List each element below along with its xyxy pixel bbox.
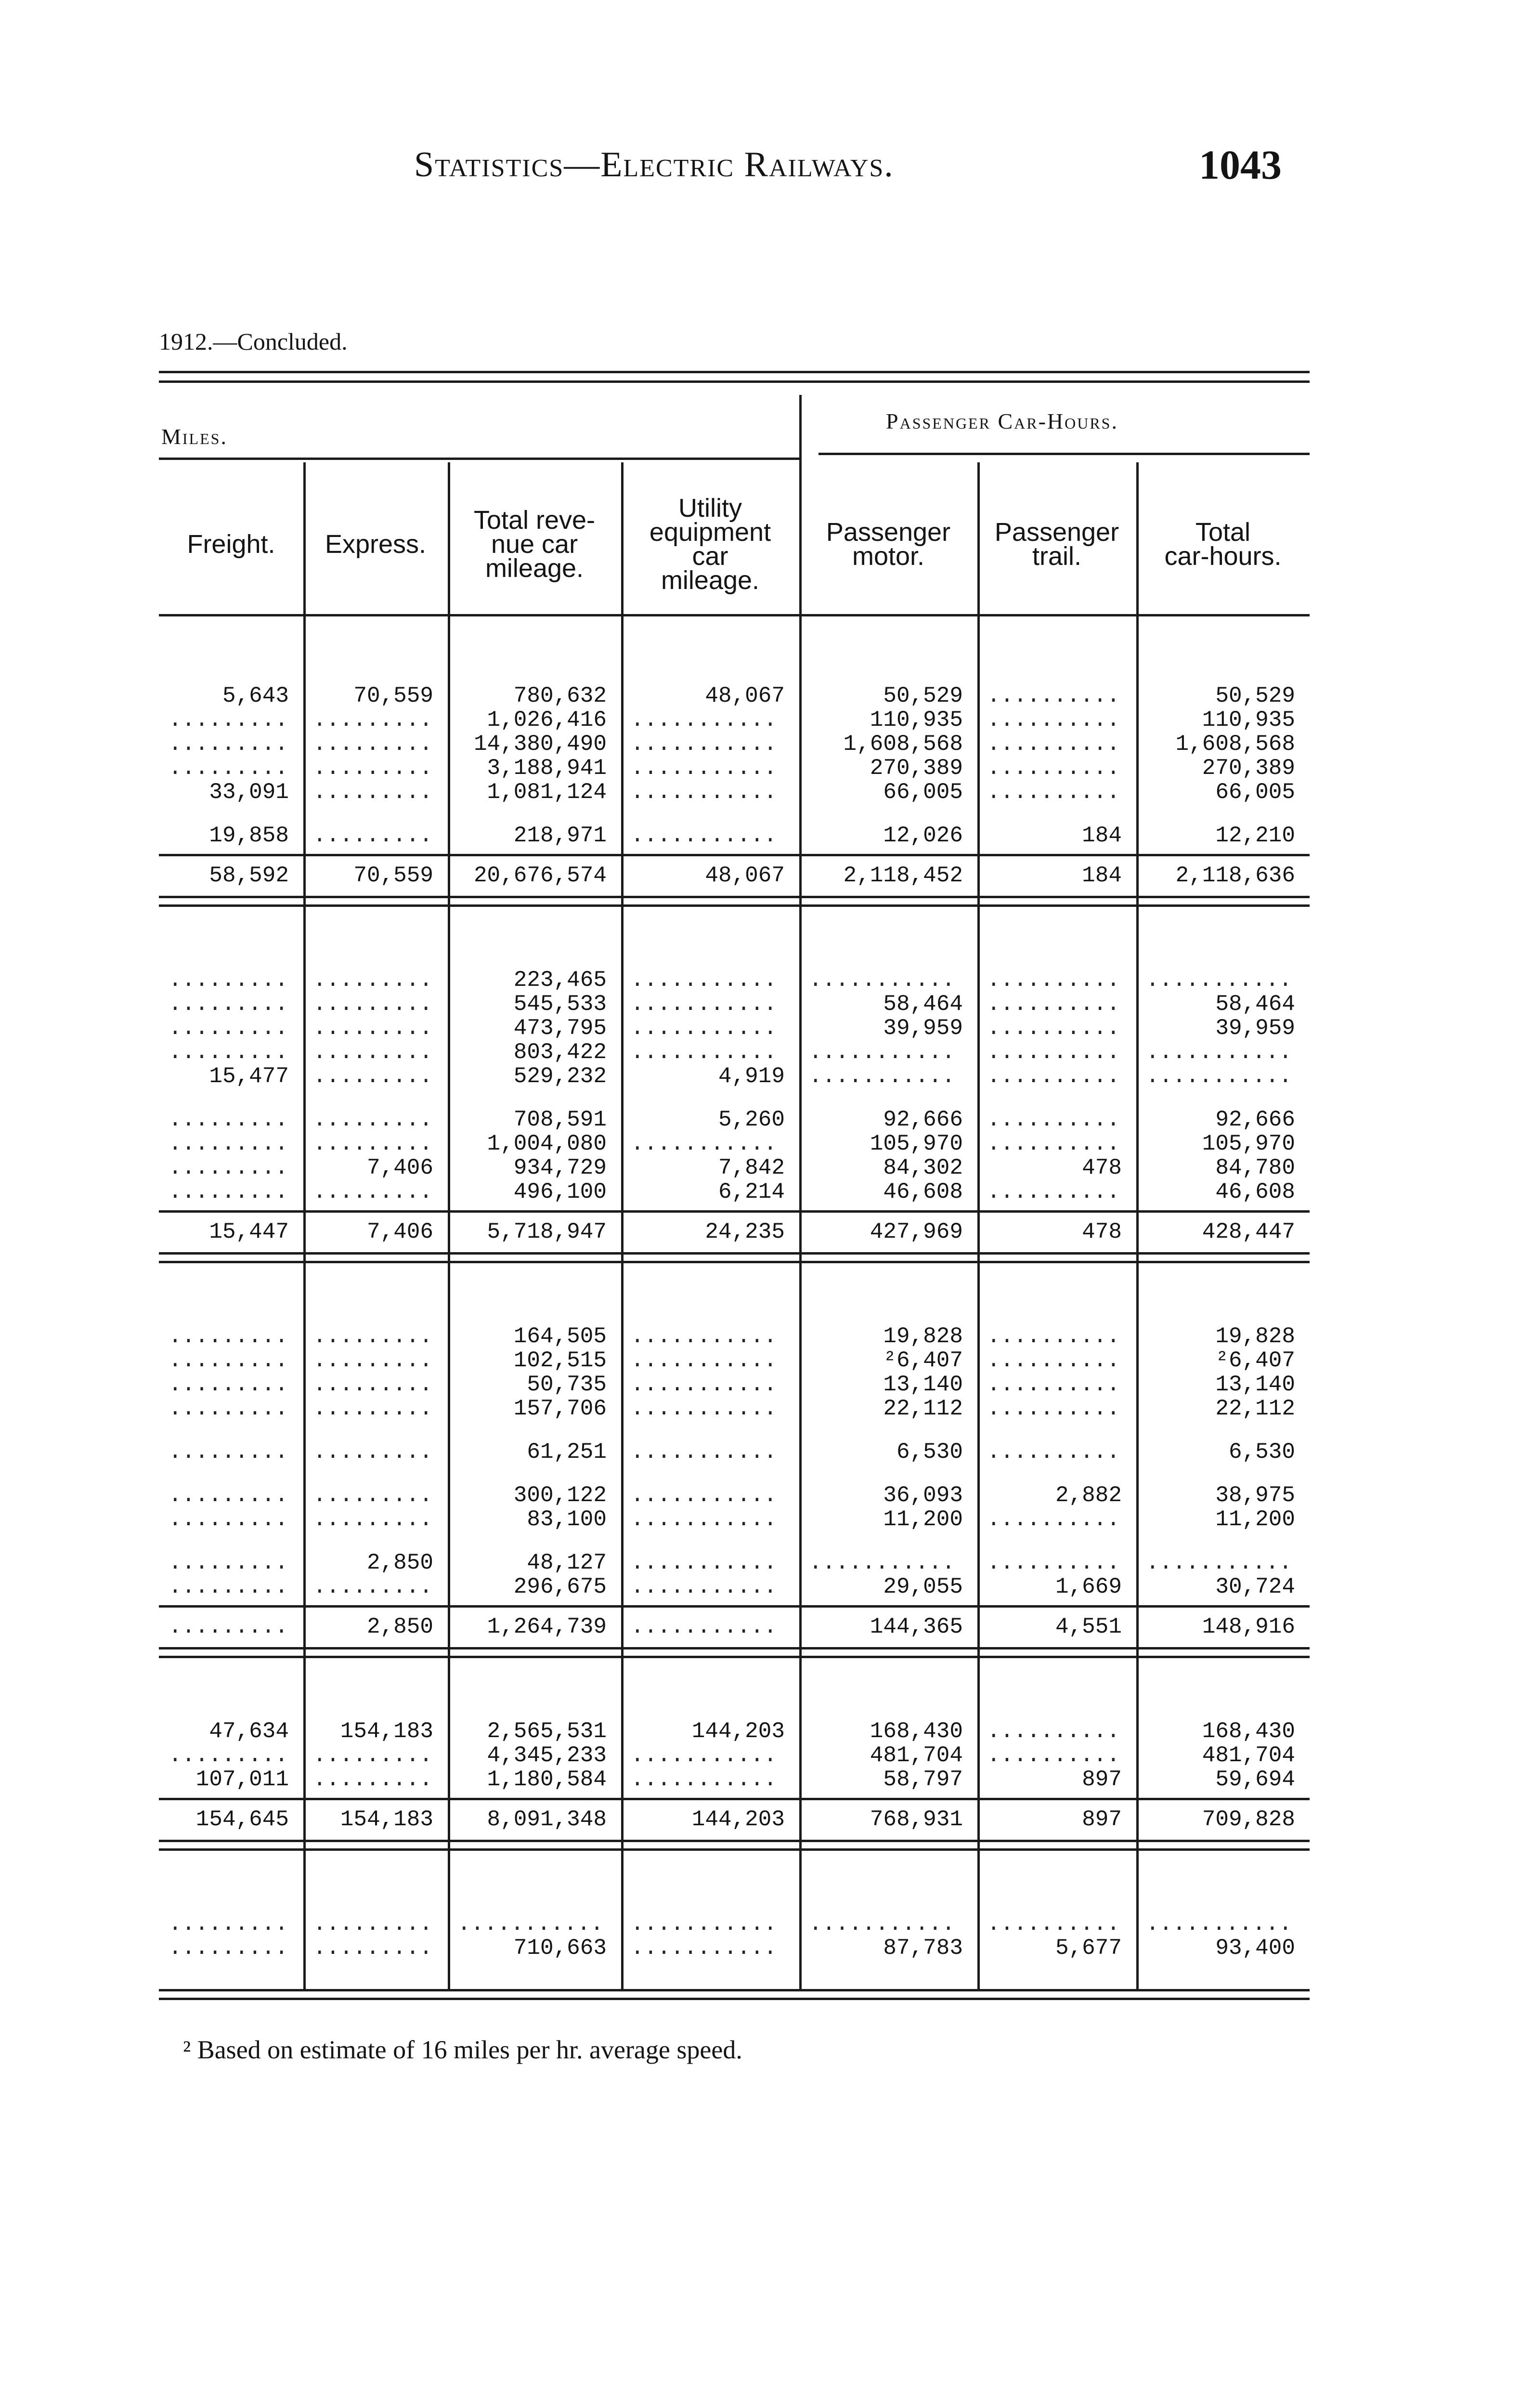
leader-dots: .......... xyxy=(987,1324,1120,1349)
leader-dots: ......... xyxy=(169,992,288,1017)
passenger-motor-total: 768,931 xyxy=(870,1807,963,1832)
total-car-hours-value: 270,389 xyxy=(1202,756,1295,781)
utility-mileage-value: 4,919 xyxy=(718,1064,785,1089)
total-revenue-mileage-value: 473,795 xyxy=(513,1016,607,1041)
leader-dots: ......... xyxy=(169,1155,288,1180)
passenger-trail-value: 1,669 xyxy=(1055,1574,1122,1599)
passenger-motor-value: 87,783 xyxy=(883,1936,963,1961)
leader-dots: ......... xyxy=(169,1040,288,1065)
leader-dots: ......... xyxy=(169,1179,288,1204)
leader-dots: ........... xyxy=(1146,1550,1292,1575)
leader-dots: .......... xyxy=(987,1372,1120,1397)
leader-dots: .......... xyxy=(987,968,1120,993)
column-divider xyxy=(977,462,980,1989)
group-underline xyxy=(159,458,799,460)
leader-dots: .......... xyxy=(987,780,1120,805)
total-car-hours-value: 30,724 xyxy=(1215,1574,1295,1599)
total-car-hours-value: 481,704 xyxy=(1202,1743,1295,1768)
passenger-motor-value: 19,828 xyxy=(883,1324,963,1349)
total-revenue-mileage-total: 20,676,574 xyxy=(473,863,607,888)
group-divider xyxy=(799,395,802,462)
utility-mileage-value: 144,203 xyxy=(691,1719,785,1744)
leader-dots: ......... xyxy=(313,1396,433,1421)
passenger-motor-value: 46,608 xyxy=(883,1179,963,1204)
total-revenue-mileage-total: 8,091,348 xyxy=(487,1807,607,1832)
leader-dots: .......... xyxy=(987,1396,1120,1421)
leader-dots: .......... xyxy=(987,707,1120,733)
leader-dots: ......... xyxy=(313,707,433,733)
total-revenue-mileage-value: 2,565,531 xyxy=(487,1719,607,1744)
total-car-hours-total: 2,118,636 xyxy=(1175,863,1295,888)
leader-dots: ......... xyxy=(169,756,288,781)
column-divider xyxy=(1136,462,1139,1989)
leader-dots: ......... xyxy=(313,1107,433,1132)
leader-dots: ......... xyxy=(313,780,433,805)
express-total: 154,183 xyxy=(340,1807,433,1832)
column-divider xyxy=(799,462,802,1989)
leader-dots: .......... xyxy=(987,992,1120,1017)
top-rule xyxy=(159,371,1310,373)
leader-dots: .......... xyxy=(987,683,1120,708)
passenger-motor-value: 58,797 xyxy=(883,1767,963,1792)
leader-dots: .......... xyxy=(987,1107,1120,1132)
leader-dots: ........... xyxy=(457,1911,604,1937)
freight-value: 5,643 xyxy=(222,683,289,708)
freight-value: 107,011 xyxy=(195,1767,289,1792)
passenger-motor-value: 13,140 xyxy=(883,1372,963,1397)
column-divider xyxy=(303,462,306,1989)
total-revenue-mileage-value: 223,465 xyxy=(513,968,607,993)
total-revenue-mileage-value: 803,422 xyxy=(513,1040,607,1065)
express-value: 70,559 xyxy=(353,683,433,708)
group-title-miles: Miles. xyxy=(161,424,228,449)
leader-dots: ........... xyxy=(631,1507,777,1532)
leader-dots: ........... xyxy=(631,1550,777,1575)
express-total: 2,850 xyxy=(366,1614,433,1639)
leader-dots: ......... xyxy=(169,1507,288,1532)
leader-dots: ......... xyxy=(169,1324,288,1349)
leader-dots: ......... xyxy=(313,1767,433,1792)
leader-dots: ........... xyxy=(809,968,955,993)
total-revenue-mileage-value: 710,663 xyxy=(513,1936,607,1961)
leader-dots: ........... xyxy=(631,1743,777,1768)
leader-dots: .......... xyxy=(987,1719,1120,1744)
leader-dots: ......... xyxy=(313,756,433,781)
utility-mileage-value: 5,260 xyxy=(718,1107,785,1132)
total-car-hours-value: 110,935 xyxy=(1202,707,1295,733)
leader-dots: ......... xyxy=(313,1507,433,1532)
total-revenue-mileage-value: 529,232 xyxy=(513,1064,607,1089)
passenger-motor-value: 50,529 xyxy=(883,683,963,708)
leader-dots: ......... xyxy=(313,992,433,1017)
leader-dots: ........... xyxy=(631,1040,777,1065)
leader-dots: ......... xyxy=(313,1372,433,1397)
leader-dots: ........... xyxy=(631,992,777,1017)
utility-mileage-total: 144,203 xyxy=(691,1807,785,1832)
leader-dots: ......... xyxy=(313,1040,433,1065)
total-car-hours-value: 46,608 xyxy=(1215,1179,1295,1204)
leader-dots: ........... xyxy=(631,823,777,848)
express-value: 7,406 xyxy=(366,1155,433,1180)
express-total: 70,559 xyxy=(353,863,433,888)
total-revenue-mileage-value: 1,081,124 xyxy=(487,780,607,805)
leader-dots: ........... xyxy=(809,1064,955,1089)
passenger-motor-value: 39,959 xyxy=(883,1016,963,1041)
leader-dots: ........... xyxy=(631,1372,777,1397)
total-revenue-mileage-value: 164,505 xyxy=(513,1324,607,1349)
leader-dots: ........... xyxy=(809,1550,955,1575)
group-title-car-hours: Passenger Car-Hours. xyxy=(886,409,1118,433)
passenger-motor-value: 1,608,568 xyxy=(843,732,963,757)
leader-dots: .......... xyxy=(987,1131,1120,1156)
passenger-motor-total: 2,118,452 xyxy=(843,863,963,888)
total-revenue-mileage-value: 50,735 xyxy=(527,1372,607,1397)
leader-dots: .......... xyxy=(987,1507,1120,1532)
total-revenue-mileage-value: 3,188,941 xyxy=(487,756,607,781)
leader-dots: ......... xyxy=(169,1440,288,1465)
leader-dots: .......... xyxy=(987,1743,1120,1768)
leader-dots: ......... xyxy=(313,1911,433,1937)
column-header-total-car-hours: Total car-hours. xyxy=(1164,518,1282,571)
total-car-hours-value: 1,608,568 xyxy=(1175,732,1295,757)
page-number: 1043 xyxy=(1199,142,1282,188)
leader-dots: ........... xyxy=(631,1440,777,1465)
express-total: 7,406 xyxy=(366,1219,433,1244)
passenger-motor-value: 66,005 xyxy=(883,780,963,805)
leader-dots: ........... xyxy=(631,780,777,805)
passenger-trail-total: 184 xyxy=(1082,863,1122,888)
leader-dots: ......... xyxy=(313,1016,433,1041)
total-revenue-mileage-value: 1,180,584 xyxy=(487,1767,607,1792)
freight-value: 15,477 xyxy=(209,1064,289,1089)
passenger-trail-total: 897 xyxy=(1082,1807,1122,1832)
leader-dots: .......... xyxy=(987,1440,1120,1465)
leader-dots: ........... xyxy=(1146,1040,1292,1065)
utility-mileage-value: 48,067 xyxy=(705,683,785,708)
leader-dots: ......... xyxy=(313,1348,433,1373)
running-title: Statistics—Electric Railways. xyxy=(414,145,894,184)
passenger-motor-value: 29,055 xyxy=(883,1574,963,1599)
passenger-motor-value: 270,389 xyxy=(870,756,963,781)
passenger-trail-total: 4,551 xyxy=(1055,1614,1122,1639)
total-car-hours-value: 93,400 xyxy=(1215,1936,1295,1961)
leader-dots: ........... xyxy=(809,1911,955,1937)
column-header-passenger-trail: Passenger trail. xyxy=(994,518,1119,571)
leader-dots: ......... xyxy=(313,1440,433,1465)
footnote: ² Based on estimate of 16 miles per hr. average speed. xyxy=(183,2035,742,2064)
passenger-motor-value: 481,704 xyxy=(870,1743,963,1768)
leader-dots: ........... xyxy=(1146,1911,1292,1937)
total-revenue-mileage-value: 102,515 xyxy=(513,1348,607,1373)
passenger-motor-total: 427,969 xyxy=(870,1219,963,1244)
leader-dots: ......... xyxy=(313,1179,433,1204)
total-car-hours-value: 6,530 xyxy=(1228,1440,1295,1465)
total-revenue-mileage-total: 5,718,947 xyxy=(487,1219,607,1244)
leader-dots: ......... xyxy=(313,1324,433,1349)
passenger-motor-value: 110,935 xyxy=(870,707,963,733)
leader-dots: ......... xyxy=(313,823,433,848)
total-car-hours-total: 709,828 xyxy=(1202,1807,1295,1832)
leader-dots: ......... xyxy=(169,1936,288,1961)
leader-dots: ........... xyxy=(631,1767,777,1792)
page-header xyxy=(0,144,1533,197)
utility-mileage-total: 24,235 xyxy=(705,1219,785,1244)
group-underline xyxy=(818,453,1310,455)
leader-dots: ........... xyxy=(631,1483,777,1508)
column-header-utility-mileage: Utility equipment car mileage. xyxy=(649,494,771,595)
freight-total: 58,592 xyxy=(209,863,289,888)
passenger-motor-value: 105,970 xyxy=(870,1131,963,1156)
column-header-express: Express. xyxy=(325,530,427,559)
passenger-trail-value: 184 xyxy=(1082,823,1122,848)
column-divider xyxy=(621,462,624,1989)
total-revenue-mileage-value: 708,591 xyxy=(513,1107,607,1132)
total-car-hours-value: 66,005 xyxy=(1215,780,1295,805)
leader-dots: ........... xyxy=(631,756,777,781)
leader-dots: ........... xyxy=(631,1574,777,1599)
leader-dots: ......... xyxy=(313,1936,433,1961)
total-car-hours-value: 50,529 xyxy=(1215,683,1295,708)
total-car-hours-value: 168,430 xyxy=(1202,1719,1295,1744)
passenger-motor-value: 11,200 xyxy=(883,1507,963,1532)
total-car-hours-value: 39,959 xyxy=(1215,1016,1295,1041)
leader-dots: .......... xyxy=(987,1179,1120,1204)
leader-dots: ......... xyxy=(169,968,288,993)
leader-dots: ......... xyxy=(169,1131,288,1156)
total-revenue-mileage-value: 296,675 xyxy=(513,1574,607,1599)
total-car-hours-value: 19,828 xyxy=(1215,1324,1295,1349)
total-revenue-mileage-value: 934,729 xyxy=(513,1155,607,1180)
leader-dots: ......... xyxy=(169,1016,288,1041)
leader-dots: ........... xyxy=(631,1348,777,1373)
leader-dots: .......... xyxy=(987,1040,1120,1065)
total-car-hours-total: 148,916 xyxy=(1202,1614,1295,1639)
leader-dots: ......... xyxy=(313,1743,433,1768)
leader-dots: ........... xyxy=(631,732,777,757)
passenger-motor-value: 22,112 xyxy=(883,1396,963,1421)
leader-dots: ......... xyxy=(313,1131,433,1156)
total-car-hours-value: 38,975 xyxy=(1215,1483,1295,1508)
passenger-motor-total: 144,365 xyxy=(870,1614,963,1639)
leader-dots: ........... xyxy=(631,1396,777,1421)
leader-dots: .......... xyxy=(987,1348,1120,1373)
leader-dots: ......... xyxy=(169,1372,288,1397)
total-revenue-mileage-value: 1,004,080 xyxy=(487,1131,607,1156)
leader-dots: ........... xyxy=(631,1016,777,1041)
leader-dots: ......... xyxy=(313,732,433,757)
freight-value: 33,091 xyxy=(209,780,289,805)
leader-dots: ......... xyxy=(169,1483,288,1508)
leader-dots: ......... xyxy=(169,1911,288,1937)
leader-dots: ........... xyxy=(631,1614,777,1639)
passenger-motor-value: 58,464 xyxy=(883,992,963,1017)
total-car-hours-value: 92,666 xyxy=(1215,1107,1295,1132)
total-car-hours-value: 84,780 xyxy=(1215,1155,1295,1180)
leader-dots: ......... xyxy=(169,1614,288,1639)
leader-dots: .......... xyxy=(987,756,1120,781)
leader-dots: ........... xyxy=(631,1911,777,1937)
total-car-hours-value: 59,694 xyxy=(1215,1767,1295,1792)
leader-dots: ......... xyxy=(169,1107,288,1132)
leader-dots: ......... xyxy=(169,732,288,757)
passenger-trail-value: 5,677 xyxy=(1055,1936,1122,1961)
leader-dots: ........... xyxy=(631,1936,777,1961)
total-revenue-mileage-value: 48,127 xyxy=(527,1550,607,1575)
total-car-hours-value: 22,112 xyxy=(1215,1396,1295,1421)
passenger-trail-total: 478 xyxy=(1082,1219,1122,1244)
table-caption: 1912.—Concluded. xyxy=(159,328,348,355)
passenger-motor-value: 84,302 xyxy=(883,1155,963,1180)
passenger-motor-value: ²6,407 xyxy=(883,1348,963,1373)
passenger-motor-value: 6,530 xyxy=(896,1440,963,1465)
leader-dots: .......... xyxy=(987,732,1120,757)
leader-dots: ......... xyxy=(169,1574,288,1599)
passenger-motor-value: 36,093 xyxy=(883,1483,963,1508)
passenger-trail-value: 478 xyxy=(1082,1155,1122,1180)
utility-mileage-value: 6,214 xyxy=(718,1179,785,1204)
express-value: 154,183 xyxy=(340,1719,433,1744)
utility-mileage-total: 48,067 xyxy=(705,863,785,888)
leader-dots: ........... xyxy=(1146,1064,1292,1089)
leader-dots: .......... xyxy=(987,1911,1120,1937)
leader-dots: ........... xyxy=(631,968,777,993)
total-revenue-mileage-value: 1,026,416 xyxy=(487,707,607,733)
bottom-double-rule xyxy=(159,1989,1310,1991)
leader-dots: .......... xyxy=(987,1016,1120,1041)
leader-dots: ........... xyxy=(809,1040,955,1065)
total-revenue-mileage-value: 545,533 xyxy=(513,992,607,1017)
leader-dots: ......... xyxy=(313,1483,433,1508)
leader-dots: ......... xyxy=(169,1550,288,1575)
total-car-hours-value: ²6,407 xyxy=(1215,1348,1295,1373)
freight-value: 47,634 xyxy=(209,1719,289,1744)
total-car-hours-value: 58,464 xyxy=(1215,992,1295,1017)
total-revenue-mileage-value: 218,971 xyxy=(513,823,607,848)
total-revenue-mileage-value: 4,345,233 xyxy=(487,1743,607,1768)
express-value: 2,850 xyxy=(366,1550,433,1575)
leader-dots: ........... xyxy=(1146,968,1292,993)
leader-dots: .......... xyxy=(987,1550,1120,1575)
total-revenue-mileage-value: 83,100 xyxy=(527,1507,607,1532)
leader-dots: ......... xyxy=(169,1348,288,1373)
total-revenue-mileage-value: 157,706 xyxy=(513,1396,607,1421)
total-car-hours-value: 12,210 xyxy=(1215,823,1295,848)
column-header-passenger-motor: Passenger motor. xyxy=(826,518,951,571)
leader-dots: ........... xyxy=(631,1131,777,1156)
leader-dots: ......... xyxy=(169,707,288,733)
top-rule xyxy=(159,380,1310,383)
column-header-freight: Freight. xyxy=(187,530,275,559)
total-revenue-mileage-value: 780,632 xyxy=(513,683,607,708)
leader-dots: ......... xyxy=(313,1064,433,1089)
utility-mileage-value: 7,842 xyxy=(718,1155,785,1180)
total-revenue-mileage-total: 1,264,739 xyxy=(487,1614,607,1639)
leader-dots: ......... xyxy=(313,1574,433,1599)
freight-value: 19,858 xyxy=(209,823,289,848)
total-car-hours-value: 13,140 xyxy=(1215,1372,1295,1397)
total-revenue-mileage-value: 300,122 xyxy=(513,1483,607,1508)
passenger-trail-value: 897 xyxy=(1082,1767,1122,1792)
leader-dots: ......... xyxy=(313,968,433,993)
total-car-hours-value: 105,970 xyxy=(1202,1131,1295,1156)
freight-total: 15,447 xyxy=(209,1219,289,1244)
passenger-trail-value: 2,882 xyxy=(1055,1483,1122,1508)
passenger-motor-value: 12,026 xyxy=(883,823,963,848)
leader-dots: .......... xyxy=(987,1064,1120,1089)
total-car-hours-total: 428,447 xyxy=(1202,1219,1295,1244)
leader-dots: ......... xyxy=(169,1396,288,1421)
total-car-hours-value: 11,200 xyxy=(1215,1507,1295,1532)
passenger-motor-value: 168,430 xyxy=(870,1719,963,1744)
leader-dots: ........... xyxy=(631,1324,777,1349)
leader-dots: ......... xyxy=(169,1743,288,1768)
column-divider xyxy=(448,462,450,1989)
passenger-motor-value: 92,666 xyxy=(883,1107,963,1132)
total-revenue-mileage-value: 61,251 xyxy=(527,1440,607,1465)
leader-dots: ........... xyxy=(631,707,777,733)
freight-total: 154,645 xyxy=(195,1807,289,1832)
bottom-double-rule xyxy=(159,1998,1310,2000)
column-header-total-revenue-mileage: Total reve- nue car mileage. xyxy=(473,506,596,583)
total-revenue-mileage-value: 496,100 xyxy=(513,1179,607,1204)
total-revenue-mileage-value: 14,380,490 xyxy=(473,732,607,757)
